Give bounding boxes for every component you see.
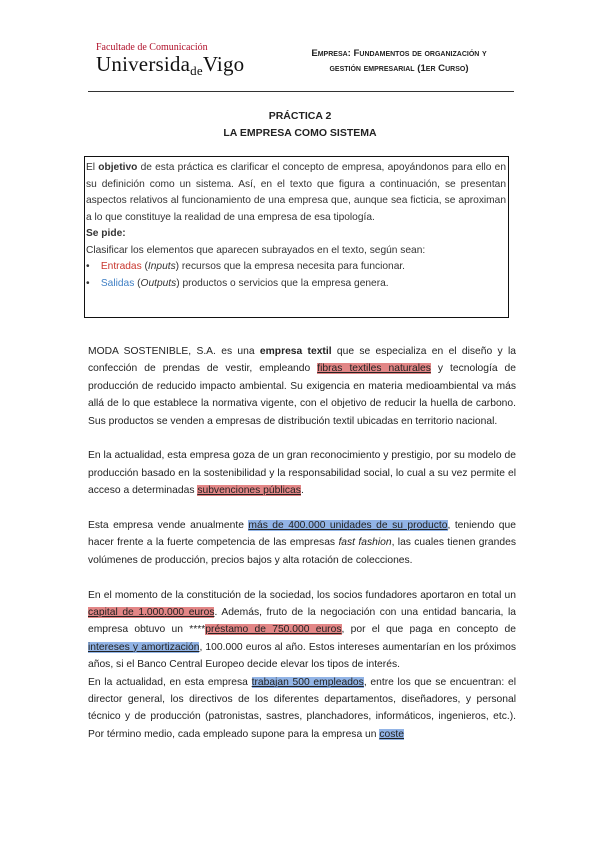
course-title bbox=[284, 46, 514, 76]
empresa-textil-bold: empresa textil bbox=[259, 346, 332, 357]
highlight-input: fibras textiles naturales bbox=[317, 363, 431, 375]
university-name-part2: Vigo bbox=[202, 52, 245, 76]
inputs-term: Inputs bbox=[147, 261, 176, 272]
text-span: MODA SOSTENIBLE, S.A. es una bbox=[88, 346, 260, 357]
paragraph-2 bbox=[88, 447, 516, 499]
salidas-label: Salidas bbox=[100, 277, 135, 289]
text-span: ) recursos que la empresa necesita para funcionar. bbox=[175, 261, 406, 272]
faculty-name: Facultade de Comunicación bbox=[96, 42, 208, 53]
objective-box-text bbox=[86, 160, 506, 292]
text-span: ) productos o servicios que la empresa genera. bbox=[176, 277, 389, 289]
highlight-output: coste bbox=[379, 728, 404, 740]
text-span: En el momento de la constitución de la sociedad, los socios fundadores aportaron en total un bbox=[88, 589, 516, 601]
fast-fashion-italic: fast fashion bbox=[338, 537, 392, 549]
bullet-entradas: • Entradas (Inputs) recursos que la empresa necesita para funcionar. bbox=[86, 261, 406, 272]
outputs-term: Outputs bbox=[140, 277, 177, 289]
highlight-output: más de 400.000 unidades de su producto bbox=[248, 520, 448, 532]
entradas-label: Entradas bbox=[100, 261, 142, 272]
university-name-part1: Universida bbox=[96, 52, 191, 76]
text-span: Esta empresa vende anualmente bbox=[88, 520, 249, 532]
text-span: El bbox=[86, 162, 99, 173]
university-name bbox=[96, 53, 244, 78]
course-title-line1: Empresa: Fundamentos de organización y bbox=[311, 48, 487, 59]
highlight-output: trabajan 500 empleados bbox=[251, 676, 364, 688]
case-text bbox=[88, 343, 516, 743]
text-span: . Además, fruto de la negociación con una entidad bancaria, la empresa obtuvo un **** bbox=[88, 607, 516, 636]
highlight-input: subvenciones públicas bbox=[197, 485, 301, 497]
text-span: , 100.000 euros al año. Estos intereses aumentarían en los próximos años, si el Banco Central Europeo decide elevar los tipos de interés. bbox=[88, 641, 516, 671]
instruction-text: Clasificar los elementos que aparecen subrayados en el texto, según sean: bbox=[86, 244, 426, 256]
text-span: de esta práctica es clarificar el concepto de empresa, apoyándonos para ello en su definición como un sistema. Así, en el texto que figura a continuación, se presentan aspectos relativos al funcionamiento de una empresa que, aunque sea ficticia, se aproximan a lo que constituye la realidad de una empresa de esa tipología. bbox=[86, 162, 506, 223]
objective-paragraph bbox=[86, 160, 506, 226]
header-divider bbox=[88, 91, 514, 92]
university-name-de: de bbox=[190, 63, 203, 78]
text-span: , por el que paga en concepto de bbox=[341, 624, 516, 636]
text-span: y tecnología de producción de reducido impacto ambiental. Su exigencia en materia medioambiental va más allá de lo que establece la normativa vigente, con el objetivo de reducir la huella de carbono. Sus productos se venden a empresas de distribución textil ubicadas en territorio nacional. bbox=[88, 363, 517, 427]
university-logo bbox=[96, 43, 244, 78]
paragraph-1 bbox=[88, 343, 516, 430]
paragraph-3 bbox=[88, 517, 516, 569]
highlight-input: capital de 1.000.000 euros bbox=[88, 607, 215, 619]
bullet-salidas: • Salidas (Outputs) productos o servicios que la empresa genera. bbox=[86, 277, 389, 289]
text-span: , teniendo que hacer frente a la fuerte competencia de las empresas bbox=[88, 520, 516, 549]
highlight-output: intereses y amortización bbox=[88, 641, 200, 653]
text-span: , entre los que se encuentran: el director general, los directivos de los diferentes departamentos, diseñadores, y personal técnico y de producción (patronistas, sastres, planchadores, informáticos, ingenieros, etc.). Por término medio, cada empleado supone para la empresa un bbox=[88, 676, 516, 740]
text-span: que se especializa en el diseño y la confección de prendas de vestir, empleando bbox=[88, 346, 516, 375]
text-span: En la actualidad, esta empresa goza de un gran reconocimiento y prestigio, por su modelo de producción basado en la sostenibilidad y la responsabilidad social, lo cual a su vez permite el acceso a determinadas bbox=[88, 450, 516, 497]
text-span: En la actualidad, en esta empresa bbox=[88, 676, 252, 688]
text-span: . bbox=[300, 485, 304, 497]
course-title-line2: gestión empresarial (1er Curso) bbox=[329, 63, 469, 74]
highlight-input: préstamo de 750.000 euros bbox=[205, 624, 342, 636]
se-pide-heading: Se pide: bbox=[86, 228, 126, 239]
practice-subtitle: LA EMPRESA COMO SISTEMA bbox=[223, 127, 377, 139]
paragraph-5 bbox=[88, 674, 516, 744]
objective-keyword: objetivo bbox=[98, 162, 138, 173]
text-span: , las cuales tienen grandes volúmenes de producción, precios bajos y alta rotación de colecciones. bbox=[88, 537, 516, 566]
practice-title: PRÁCTICA 2 bbox=[268, 110, 332, 122]
paragraph-4 bbox=[88, 587, 516, 674]
